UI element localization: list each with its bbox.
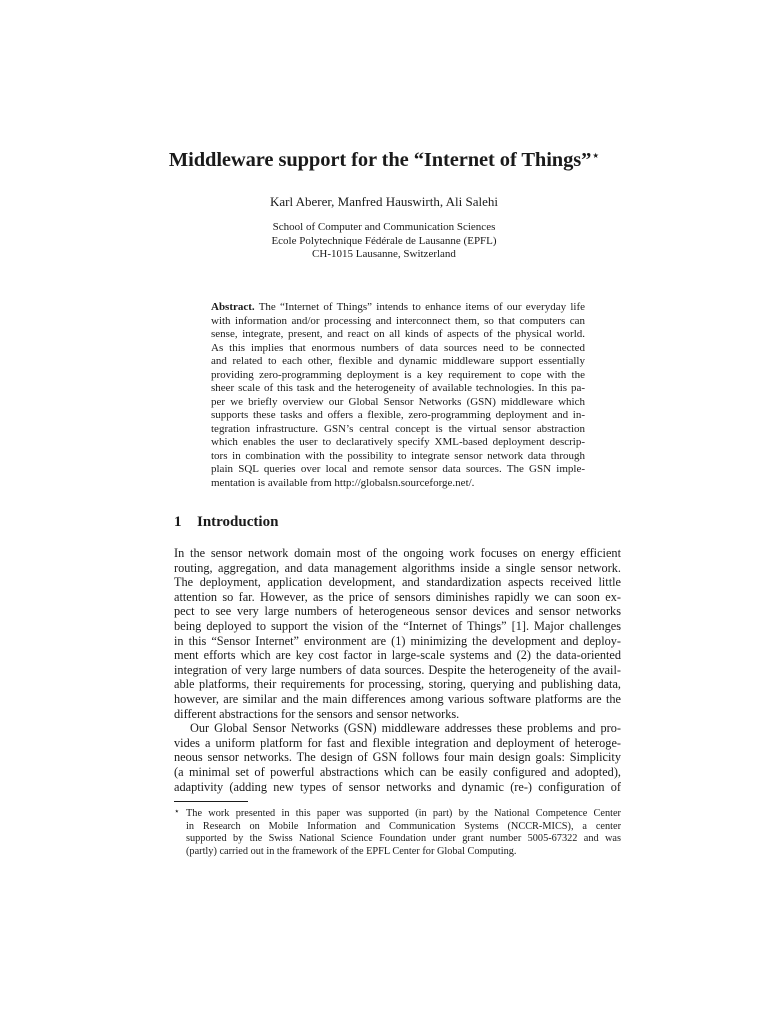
affiliation-block — [0, 221, 768, 262]
abstract-line: and related to each other, flexible and dynamic middleware support essentially — [211, 355, 585, 367]
section-number: 1 — [174, 514, 182, 530]
affiliation-line: Ecole Polytechnique Fédérale de Lausanne (EPFL) — [271, 234, 497, 247]
paper-title-text: Middleware support for the “Internet of Things” — [168, 149, 592, 171]
body-line: adaptivity (adding new types of sensor networks and dynamic (re-) configuration of — [174, 779, 621, 794]
abstract-line: with information and/or processing and interconnect them, so that computers can — [211, 314, 585, 327]
body-line: able platforms, their requirements for processing, storing, querying and publishing data, — [174, 677, 621, 692]
footnote-divider — [174, 801, 248, 802]
affiliation-line: CH-1015 Lausanne, Switzerland — [312, 248, 456, 260]
body-line: routing, aggregation, and data management algorithms inside a single sensor network. — [174, 560, 621, 575]
abstract-line: per we briefly overview our Global Sensor Networks (GSN) middleware which — [211, 395, 585, 408]
body-text — [174, 546, 621, 794]
paper-title — [0, 143, 768, 173]
footnote-line: in Research on Mobile Information and Communication Systems (NCCR-MICS), a center — [186, 820, 621, 832]
footnote-line — [174, 805, 621, 821]
footnote-line: (partly) carried out in the framework of the EPFL Center for Global Computing. — [186, 845, 517, 857]
abstract-label: Abstract. — [211, 301, 255, 313]
body-line: in this “Sensor Internet” environment are (1) minimizing the development and deploy- — [174, 633, 621, 648]
body-line: pect to see very large numbers of heterogeneous sensor devices and sensor networks — [174, 604, 621, 619]
abstract-line: providing zero-programming deployment is a key requirement to cope with the — [211, 368, 585, 381]
abstract-line: tors in combination with the possibility to integrate sensor network data through — [211, 449, 585, 462]
footnote-line: supported by the Swiss National Science Foundation under grant number 5005-67322 and was — [186, 833, 621, 845]
footnote-mark: ⋆ — [174, 806, 180, 816]
abstract-line: tegration infrastructure. GSN’s central concept is the virtual sensor abstraction — [211, 422, 585, 435]
body-line: integration of very large numbers of data sources. Despite the heterogeneity of the avail- — [174, 662, 621, 677]
abstract-line — [211, 301, 585, 315]
body-line: being deployed to support the vision of the “Internet of Things” [1]. Major challenges — [174, 618, 621, 633]
section-heading — [174, 512, 278, 532]
affiliation-line: School of Computer and Communication Sciences — [272, 221, 496, 233]
body-line: vides a uniform platform for fast and flexible integration and deployment of heteroge- — [174, 735, 621, 750]
body-line: ment efforts which are key cost factor in large-scale systems and (2) the data-oriented — [174, 648, 621, 663]
abstract-line: which enables the user to declaratively specify XML-based deployment descrip- — [211, 436, 585, 448]
abstract-line: sheer scale of this task and the heterogeneity of available technologies. In this pa- — [211, 382, 585, 394]
abstract-line: mentation is available from http://globalsn.sourceforge.net/. — [211, 476, 475, 489]
abstract-block — [211, 301, 585, 490]
author-list: Karl Aberer, Manfred Hauswirth, Ali Salehi — [269, 194, 498, 209]
body-line: (a minimal set of powerful abstractions which can be easily configured and adopted), — [174, 764, 621, 779]
footnote — [174, 805, 621, 858]
body-line: however, are similar and the main differences among various software platforms are the — [174, 691, 621, 706]
body-line: attention so far. However, as the price of sensors diminishes rapidly we can soon ex- — [174, 589, 621, 604]
section-title: Introduction — [197, 514, 279, 530]
abstract-line-text: The “Internet of Things” intends to enhance items of our everyday life — [258, 301, 585, 313]
body-line: Our Global Sensor Networks (GSN) middleware addresses these problems and pro- — [190, 721, 621, 736]
body-line: different abstractions for the sensors and sensor networks. — [174, 706, 460, 721]
body-line: In the sensor network domain most of the ongoing work focuses on energy efficient — [174, 546, 621, 560]
abstract-line: supports these tasks and offers a flexible, zero-programming deployment and in- — [211, 409, 585, 421]
abstract-line: As this implies that enormous numbers of data sources need to be connected — [211, 341, 585, 354]
body-line: The deployment, application development, and standardization aspects received little — [174, 575, 621, 590]
abstract-line: plain SQL queries over local and remote sensor data sources. The GSN imple- — [211, 463, 585, 475]
abstract-line: sense, integrate, present, and react on all kinds of aspects of the physical world. — [211, 328, 585, 340]
title-footnote-mark: ⋆ — [592, 150, 600, 162]
footnote-line-text: The work presented in this paper was supported (in part) by the National Competence Center — [186, 808, 621, 819]
body-line: neous sensor networks. The design of GSN follows four main design goals: Simplicity — [174, 750, 621, 765]
